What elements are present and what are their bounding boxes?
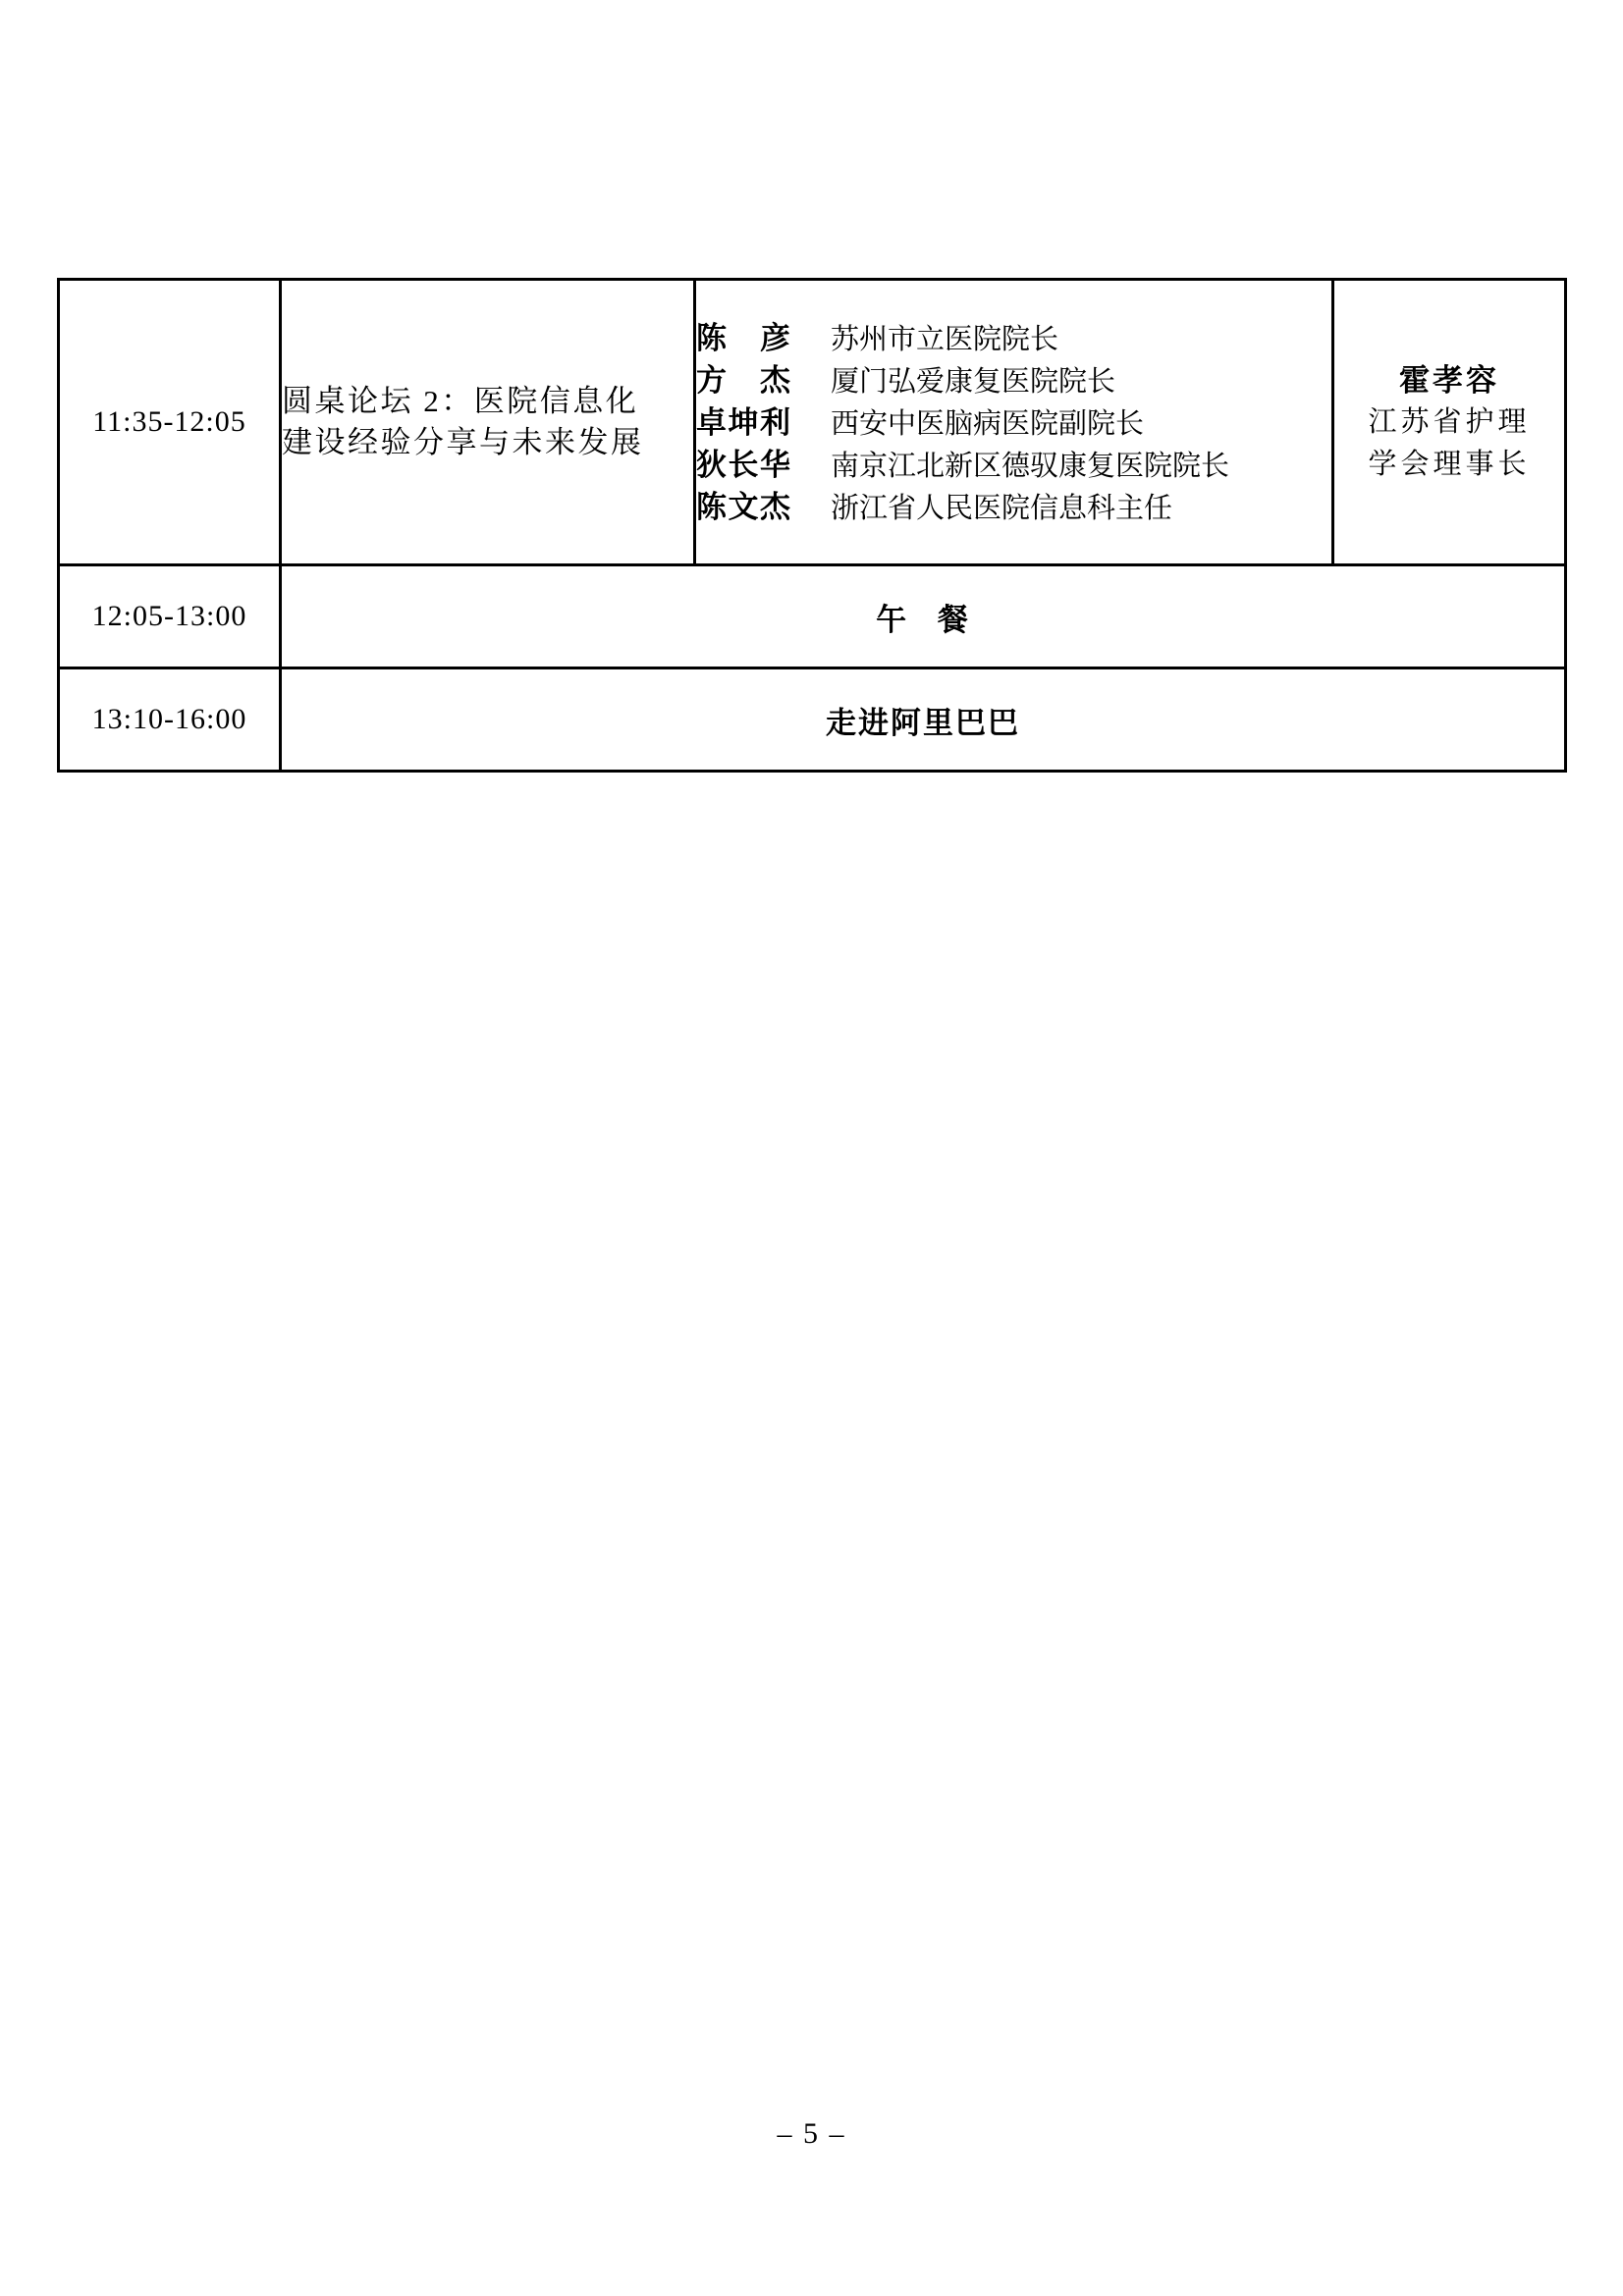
speaker-title: 浙江省人民医院信息科主任	[831, 492, 1173, 524]
speaker-row	[696, 359, 1331, 401]
speaker-row	[696, 486, 1331, 528]
moderator-title-line2: 学会理事长	[1368, 448, 1531, 480]
speaker-title: 苏州市立医院院长	[831, 323, 1059, 355]
speaker-name: 方 杰	[696, 362, 790, 398]
page-number: – 5 –	[777, 2117, 846, 2150]
speaker-name: 陈 彦	[696, 320, 790, 355]
session-row-lunch	[59, 565, 1566, 668]
session-row-alibaba-visit	[59, 668, 1566, 772]
time-cell	[59, 668, 281, 772]
event-cell	[281, 668, 1566, 772]
event-label: 走进阿里巴巴	[826, 705, 1020, 740]
time-cell	[59, 280, 281, 565]
moderator-name: 霍孝容	[1399, 362, 1499, 398]
session-topic-line1: 圆桌论坛 2：医院信息化	[282, 384, 639, 418]
time-cell	[59, 565, 281, 668]
speaker-title: 西安中医脑病医院副院长	[831, 407, 1145, 440]
event-label: 午 餐	[876, 602, 970, 637]
speaker-name: 狄长华	[696, 447, 790, 482]
speaker-name: 陈文杰	[696, 489, 790, 524]
agenda-table	[57, 278, 1567, 773]
topic-cell	[281, 280, 695, 565]
speaker-row	[696, 444, 1331, 486]
session-time: 12:05-13:00	[91, 600, 247, 632]
speaker-name: 卓坤利	[696, 404, 790, 440]
speaker-row	[696, 401, 1331, 444]
speakers-cell	[695, 280, 1333, 565]
session-time: 13:10-16:00	[91, 703, 247, 735]
moderator-cell	[1333, 280, 1566, 565]
session-row-roundtable	[59, 280, 1566, 565]
event-cell	[281, 565, 1566, 668]
speaker-row	[696, 317, 1331, 359]
session-time: 11:35-12:05	[92, 405, 246, 438]
moderator-title-line1: 江苏省护理	[1368, 405, 1531, 438]
speaker-title: 南京江北新区德驭康复医院院长	[831, 450, 1230, 482]
speaker-title: 厦门弘爱康复医院院长	[831, 365, 1116, 398]
session-topic-line2: 建设经验分享与未来发展	[282, 425, 644, 459]
